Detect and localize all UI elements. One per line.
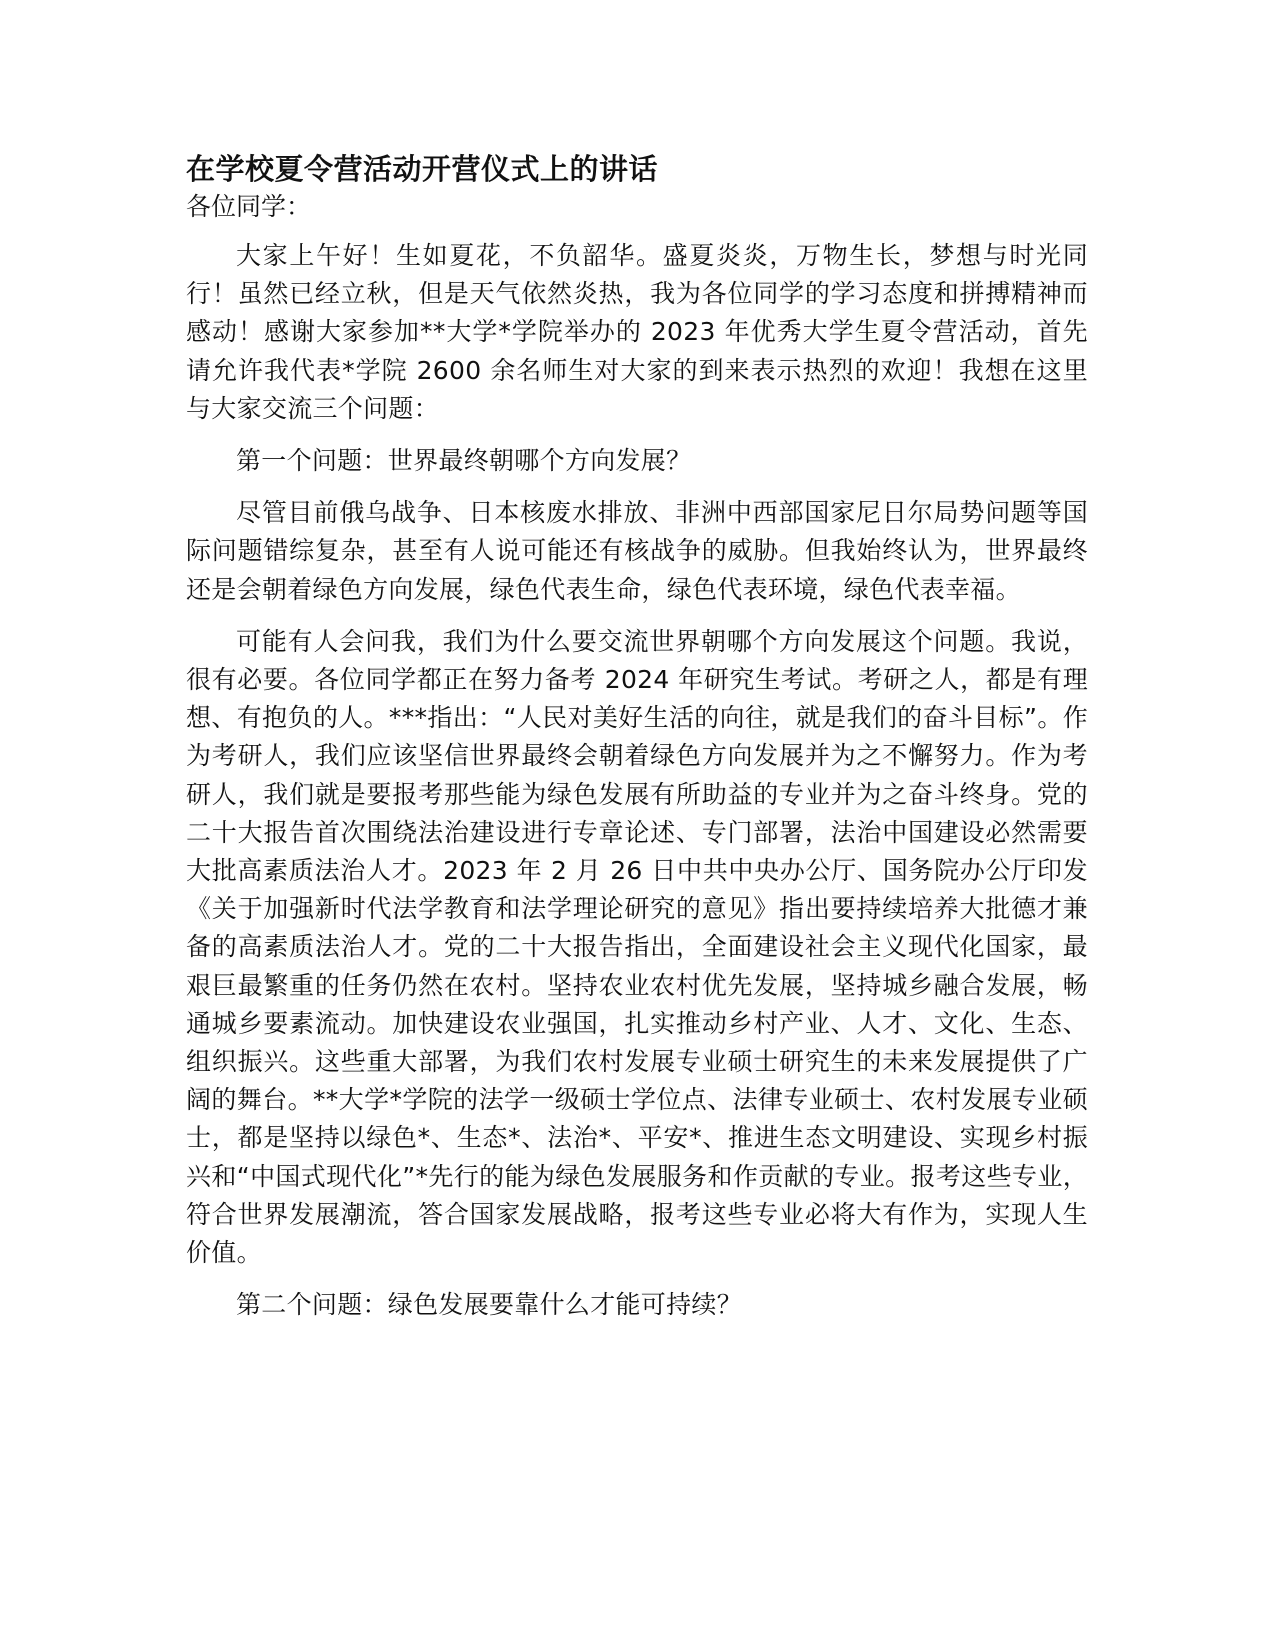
paragraph-greeting: 大家上午好！生如夏花，不负韶华。盛夏炎炎，万物生长，梦想与时光同行！虽然已经立秋，但是天气依然炎热，我为各位同学的学习态度和拼搏精神而感动！感谢大家参加**大学*学院举办的 2023 年优秀大学生夏令营活动，首先请允许我代表*学院 2600 余名师生对大家的到来表示热烈的欢迎！我想在这里与大家交流三个问题： xyxy=(186,241,1088,423)
paragraph-world-direction: 尽管目前俄乌战争、日本核废水排放、非洲中西部国家尼日尔局势问题等国际问题错综复杂，甚至有人说可能还有核战争的威胁。但我始终认为，世界最终还是会朝着绿色方向发展，绿色代表生命，绿色代表环境，绿色代表幸福。 xyxy=(186,498,1088,604)
document-title: 在学校夏令营活动开营仪式上的讲话 xyxy=(186,152,659,186)
paragraph-why-discuss: 可能有人会问我，我们为什么要交流世界朝哪个方向发展这个问题。我说，很有必要。各位同学都正在努力备考 2024 年研究生考试。考研之人，都是有理想、有抱负的人。***指出：“人民对美好生活的向往，就是我们的奋斗目标”。作为考研人，我们应该坚信世界最终会朝着绿色方向发展并为之不懈努力。作为考研人，我们就是要报考那些能为绿色发展有所助益的专业并为之奋斗终身。党的二十大报告首次围绕法治建设进行专章论述、专门部署，法治中国建设必然需要大批高素质法治人才。2023 年 2 月 26 日中共中央办公厅、国务院办公厅印发《关于加强新时代法学教育和法学理论研究的意见》指出要持续培养大批德才兼备的高素质法治人才。党的二十大报告指出，全面建设社会主义现代化国家，最艰巨最繁重的任务仍然在农村。坚持农业农村优先发展，坚持城乡融合发展，畅通城乡要素流动。加快建设农业强国，扎实推动乡村产业、人才、文化、生态、组织振兴。这些重大部署，为我们农村发展专业硕士研究生的未来发展提供了广阔的舞台。**大学*学院的法学一级硕士学位点、法律专业硕士、农村发展专业硕士，都是坚持以绿色*、生态*、法治*、平安*、推进生态文明建设、实现乡村振兴和“中国式现代化”*先行的能为绿色发展服务和作贡献的专业。报考这些专业，符合世界发展潮流，答合国家发展战略，报考这些专业必将大有作为，实现人生价值。 xyxy=(186,626,1088,1268)
heading-question-one: 第一个问题：世界最终朝哪个方向发展？ xyxy=(236,446,692,476)
heading-question-two: 第二个问题：绿色发展要靠什么才能可持续？ xyxy=(236,1290,743,1320)
document-page xyxy=(186,150,1088,1338)
salutation: 各位同学： xyxy=(186,192,312,221)
